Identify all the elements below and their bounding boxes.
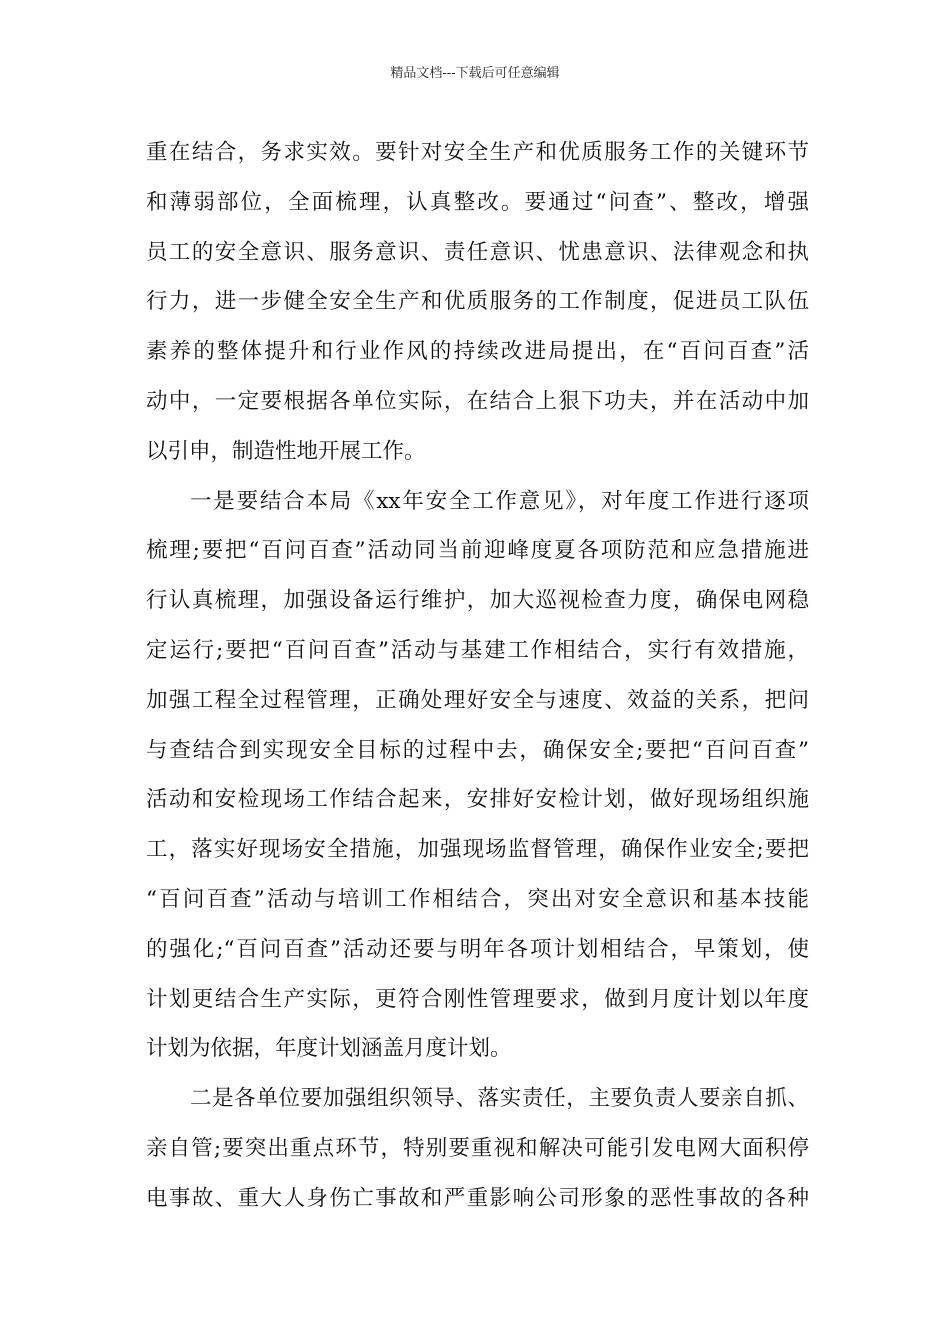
paragraph-continuation xyxy=(146,128,809,477)
text-line: 工，落实好现场安全措施，加强现场监督管理，确保作业安全;要把 xyxy=(146,837,809,863)
text-line: 亲自管;要突出重点环节，特别要重视和解决可能引发电网大面积停 xyxy=(146,1135,809,1161)
text-line: 电事故、重大人身伤亡事故和严重影响公司形象的恶性事故的各种 xyxy=(146,1185,809,1211)
text-line: 动中，一定要根据各单位实际，在结合上狠下功夫，并在活动中加 xyxy=(146,388,809,414)
paragraph-point-one xyxy=(146,477,809,1075)
text-line: 计划为依据，年度计划涵盖月度计划。 xyxy=(146,1036,512,1062)
text-line: 素养的整体提升和行业作风的持续改进局提出，在“百问百查”活 xyxy=(146,339,809,365)
text-line: 一是要结合本局《xx年安全工作意见》，对年度工作进行逐项 xyxy=(190,488,809,514)
text-line: 的强化;“百问百查”活动还要与明年各项计划相结合，早策划，使 xyxy=(146,936,809,962)
text-line: 和薄弱部位，全面梳理，认真整改。要通过“问查”、整改，增强 xyxy=(146,189,809,215)
text-line: 梳理;要把“百问百查”活动同当前迎峰度夏各项防范和应急措施进 xyxy=(146,538,809,564)
page-header: 精品文档---下载后可任意编辑 xyxy=(390,66,560,81)
text-line: 与查结合到实现安全目标的过程中去，确保安全;要把“百问百查” xyxy=(146,737,809,763)
text-line: 员工的安全意识、服务意识、责任意识、忧患意识、法律观念和执 xyxy=(146,239,809,265)
text-line: 加强工程全过程管理，正确处理好安全与速度、效益的关系，把问 xyxy=(146,687,809,713)
text-line: 二是各单位要加强组织领导、落实责任，主要负责人要亲自抓、 xyxy=(190,1086,809,1112)
paragraph-point-two xyxy=(146,1074,809,1223)
text-line: 计划更结合生产实际，更符合刚性管理要求，做到月度计划以年度 xyxy=(146,986,809,1012)
text-line: 以引申，制造性地开展工作。 xyxy=(146,438,426,464)
text-line: 重在结合，务求实效。要针对安全生产和优质服务工作的关键环节 xyxy=(146,140,809,165)
text-line: 活动和安检现场工作结合起来，安排好安检计划，做好现场组织施 xyxy=(146,787,809,813)
text-line: 定运行;要把“百问百查”活动与基建工作相结合，实行有效措施， xyxy=(146,637,809,663)
text-line: 行力，进一步健全安全生产和优质服务的工作制度，促进员工队伍 xyxy=(146,289,809,315)
text-line: 行认真梳理，加强设备运行维护，加大巡视检查力度，确保电网稳 xyxy=(146,588,809,614)
document-body xyxy=(146,128,809,1224)
text-line: “百问百查”活动与培训工作相结合，突出对安全意识和基本技能 xyxy=(146,886,809,912)
